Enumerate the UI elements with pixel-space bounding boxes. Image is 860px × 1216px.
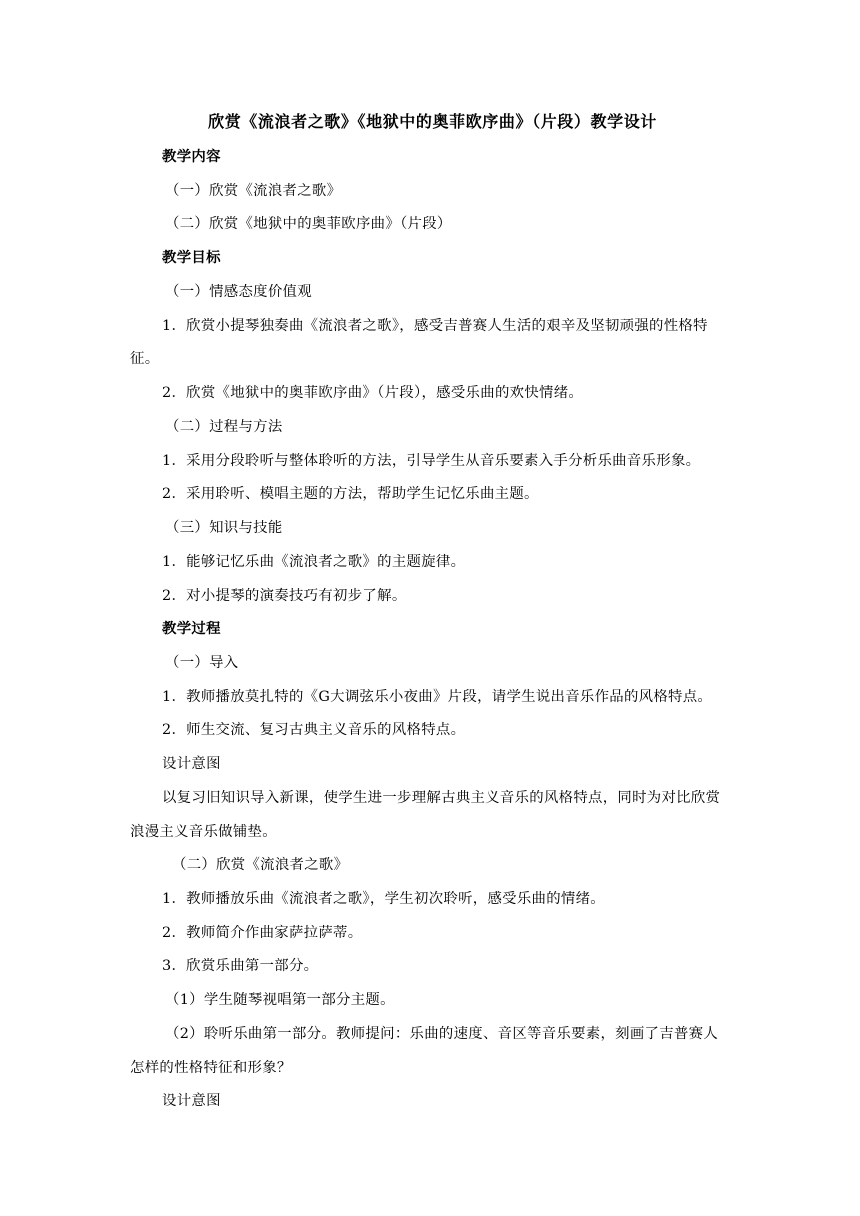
paragraph: （一）欣赏《流浪者之歌》 — [165, 183, 342, 199]
paragraph: （二）欣赏《流浪者之歌》 — [172, 857, 349, 873]
paragraph: 2．欣赏《地狱中的奥菲欧序曲》（片段），感受乐曲的欢快情绪。 — [162, 385, 584, 401]
paragraph: （一）情感态度价值观 — [165, 284, 312, 300]
paragraph: （1）学生随琴视唱第一部分主题。 — [165, 992, 395, 1008]
paragraph: 设计意图 — [162, 756, 221, 772]
paragraph: 设计意图 — [162, 1093, 221, 1109]
paragraph: （二）过程与方法 — [165, 419, 283, 435]
document-title: 欣赏《流浪者之歌》《地狱中的奥菲欧序曲》（片段）教学设计 — [208, 112, 657, 131]
paragraph: 2．师生交流、复习古典主义音乐的风格特点。 — [162, 722, 466, 738]
paragraph: （2）聆听乐曲第一部分。教师提问：乐曲的速度、音区等音乐要素，刻画了吉普赛人 — [165, 1026, 719, 1042]
section-heading-goals: 教学目标 — [162, 249, 221, 266]
paragraph: 2．教师简介作曲家萨拉萨蒂。 — [162, 925, 363, 941]
paragraph: 1．教师播放莫扎特的《G大调弦乐小夜曲》片段，请学生说出音乐作品的风格特点。 — [162, 689, 713, 705]
paragraph: 1．能够记忆乐曲《流浪者之歌》的主题旋律。 — [162, 554, 466, 570]
section-heading-content: 教学内容 — [162, 148, 221, 165]
paragraph: 2．采用聆听、模唱主题的方法，帮助学生记忆乐曲主题。 — [162, 486, 539, 502]
section-heading-process: 教学过程 — [162, 620, 221, 637]
paragraph: 2．对小提琴的演奏技巧有初步了解。 — [162, 588, 407, 604]
paragraph: 以复习旧知识导入新课，使学生进一步理解古典主义音乐的风格特点，同时为对比欣赏 — [162, 790, 721, 806]
paragraph: 3．欣赏乐曲第一部分。 — [162, 958, 319, 974]
paragraph: （二）欣赏《地狱中的奥菲欧序曲》（片段） — [165, 216, 452, 232]
paragraph: （一）导入 — [165, 655, 239, 671]
paragraph-continuation: 怎样的性格特征和形象？ — [130, 1060, 292, 1076]
paragraph: 1．欣赏小提琴独奏曲《流浪者之歌》，感受吉普赛人生活的艰辛及坚韧顽强的性格特 — [162, 318, 708, 334]
paragraph-continuation: 征。 — [130, 351, 160, 367]
paragraph: 1．教师播放乐曲《流浪者之歌》，学生初次聆听，感受乐曲的情绪。 — [162, 891, 605, 907]
paragraph: （三）知识与技能 — [165, 520, 283, 536]
paragraph-continuation: 浪漫主义音乐做铺垫。 — [130, 824, 277, 840]
paragraph: 1．采用分段聆听与整体聆听的方法，引导学生从音乐要素入手分析乐曲音乐形象。 — [162, 453, 701, 469]
